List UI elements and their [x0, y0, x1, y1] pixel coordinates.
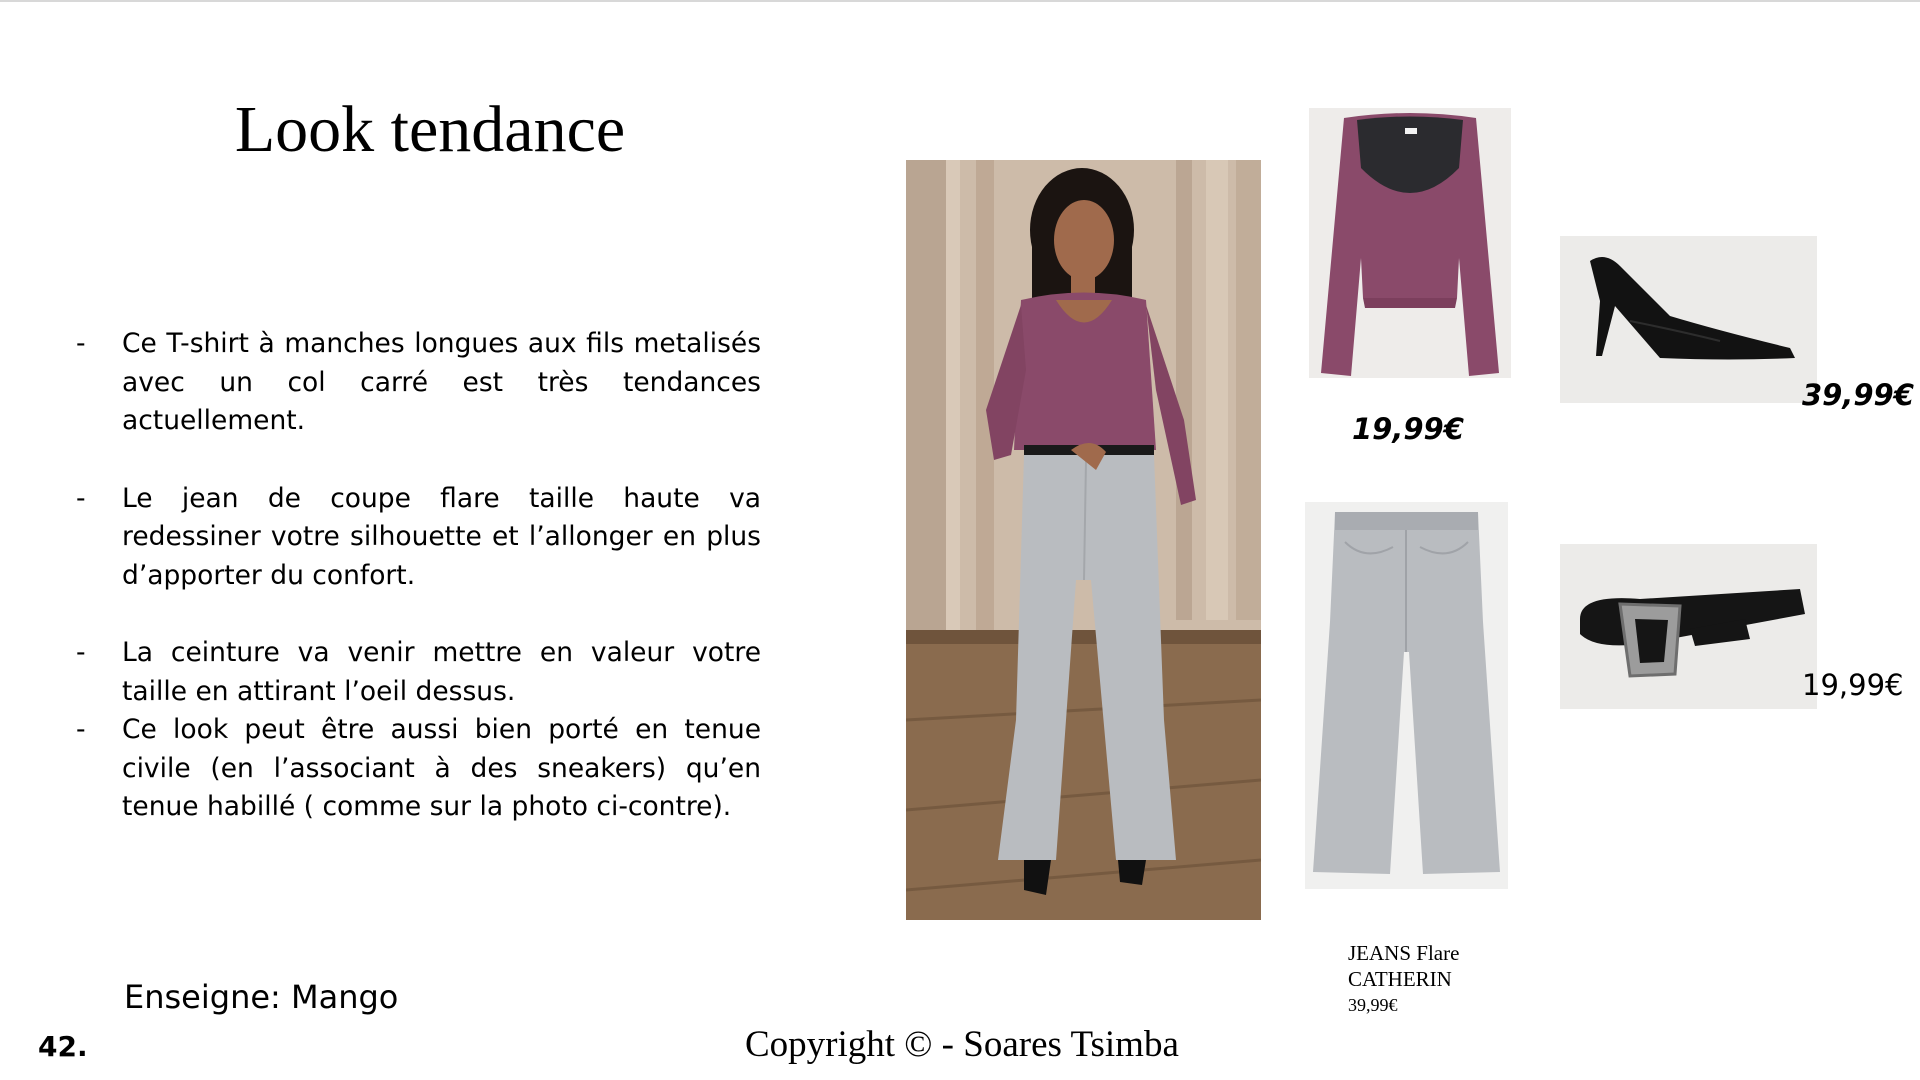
description-list: [66, 325, 761, 827]
bullet-dash: -: [76, 328, 86, 359]
bullet-item: [66, 480, 761, 596]
jeans-name-line2: CATHERIN: [1348, 967, 1452, 991]
shoes-product-image: [1560, 236, 1817, 403]
jeans-product-image: [1305, 502, 1508, 889]
store-label: Enseigne: Mango: [124, 978, 399, 1016]
bullet-dash: -: [76, 482, 86, 514]
top-product-image: [1309, 108, 1511, 378]
top-divider: [0, 0, 1920, 2]
bullet-text: Le jean de coupe flare taille haute va redessiner votre silhouette et l’allonger en plus d’apporter du confort.: [122, 482, 761, 591]
bullet-item: [66, 325, 761, 441]
jeans-caption: [1348, 940, 1459, 1018]
bullet-item: [66, 634, 761, 711]
jeans-name-line1: JEANS Flare: [1348, 941, 1460, 965]
belt-price: 19,99€: [1802, 668, 1904, 702]
jeans-price: 39,99€: [1348, 995, 1398, 1015]
page-number: 42.: [38, 1030, 88, 1063]
top-price: 19,99€: [1352, 412, 1464, 446]
shoes-price: 39,99€: [1802, 378, 1914, 412]
slide-title: Look tendance: [234, 93, 626, 166]
belt-product-image: [1560, 544, 1817, 709]
bullet-item: [66, 711, 761, 827]
bullet-text: Ce T-shirt à manches longues aux fils metalisés avec un col carré est très tendances actuellement.: [122, 328, 761, 436]
bullet-text: La ceinture va venir mettre en valeur votre taille en attirant l’oeil dessus.: [122, 637, 761, 707]
copyright-notice: Copyright © - Soares Tsimba: [745, 1024, 1179, 1065]
model-outfit-photo: [906, 160, 1261, 920]
bullet-dash: -: [76, 714, 86, 745]
bullet-dash: -: [76, 637, 86, 668]
bullet-text: Ce look peut être aussi bien porté en tenue civile (en l’associant à des sneakers) qu’en tenue habillé ( comme sur la photo ci-contre).: [122, 714, 761, 822]
